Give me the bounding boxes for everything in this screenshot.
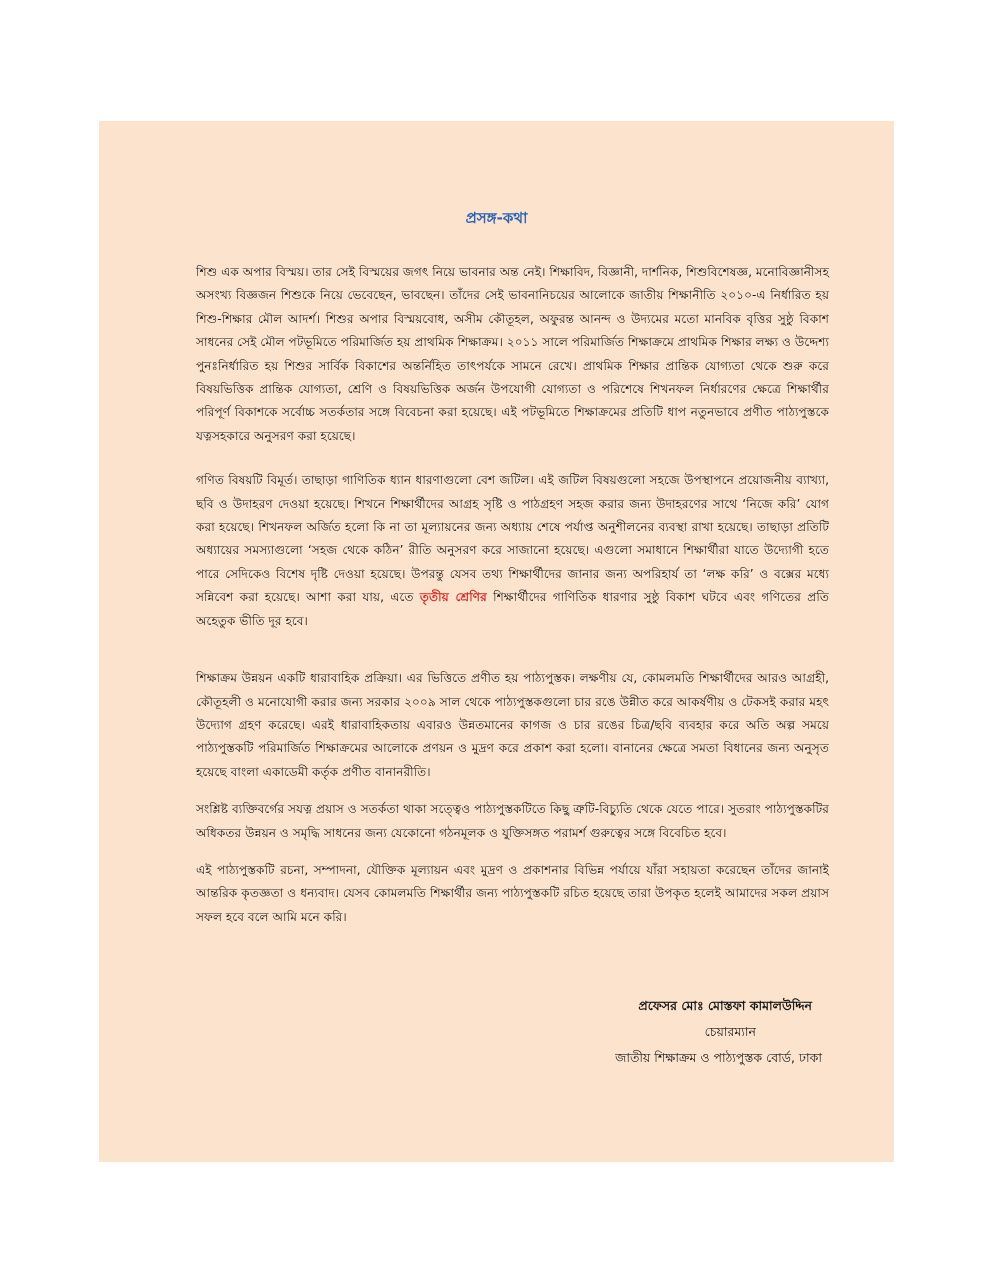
page-sheet — [99, 121, 894, 1162]
signature-block — [615, 993, 822, 1071]
paragraph-2-after: শিক্ষার্থীদের গাণিতিক ধারণার সুষ্ঠু বিকাশ ঘটবে এবং গণিতের প্রতি অহেতুক ভীতি দূর হবে। — [196, 590, 830, 628]
highlight-class-name: তৃতীয় শ্রেণির — [419, 590, 487, 605]
preface-body — [196, 261, 829, 950]
paragraph-5: এই পাঠ্যপুস্তকটি রচনা, সম্পাদনা, যৌক্তিক মূল্যায়ন এবং মুদ্রণ ও প্রকাশনার বিভিন্ন পর্যায়ে যাঁরা সহায়তা করেছেন তাঁদের জানাই আন্তরিক কৃতজ্ঞতা ও ধন্যবাদ। যেসব কোমলমতি শিক্ষার্থীর জন্য পাঠ্যপুস্তকটি রচিত হয়েছে তারা উপকৃত হলেই আমাদের সকল প্রয়াস সফল হবে বলে আমি মনে করি। — [196, 862, 829, 924]
signature-role: চেয়ারম্যান — [704, 1024, 756, 1039]
paragraph-1: শিশু এক অপার বিস্ময়। তার সেই বিস্ময়ের জগৎ নিয়ে ভাবনার অন্ত নেই। শিক্ষাবিদ, বিজ্ঞানী, দার্শনিক, শিশুবিশেষজ্ঞ, মনোবিজ্ঞানীসহ অসংখ্য বিজ্ঞজন শিশুকে নিয়ে ভেবেছেন, ভাবছেন। তাঁদের সেই ভাবনানিচয়ের আলোকে জাতীয় শিক্ষানীতি ২০১০-এ নির্ধারিত হয় শিশু-শিক্ষার মৌল আদর্শ। শিশুর অপার বিস্ময়বোধ, অসীম কৌতূহল, অফুরন্ত আনন্দ ও উদ্যমের মতো মানবিক বৃত্তির সুষ্ঠু বিকাশ সাধনের সেই মৌল পটভূমিতে পরিমার্জিত হয় প্রাথমিক শিক্ষাক্রম। ২০১১ সালে পরিমার্জিত শিক্ষাক্রমে প্রাথমিক শিক্ষার লক্ষ্য ও উদ্দেশ্য পুনঃনির্ধারিত হয় শিশুর সার্বিক বিকাশের অন্তর্নিহিত তাৎপর্যকে সামনে রেখে। প্রাথমিক শিক্ষার প্রান্তিক যোগ্যতা থেকে শুরু করে বিষয়ভিত্তিক প্রান্তিক যোগ্যতা, শ্রেণি ও বিষয়ভিত্তিক অর্জন উপযোগী যোগ্যতা ও পরিশেষে শিখনফল নির্ধারণের ক্ষেত্রে শিক্ষার্থীর পরিপূর্ণ বিকাশকে সর্বোচ্চ সতর্কতার সঙ্গে বিবেচনা করা হয়েছে। এই পটভূমিতে শিক্ষাক্রমের প্রতিটি ধাপ নতুনভাবে প্রণীত পাঠ্যপুস্তকে যত্নসহকারে অনুসরণ করা হয়েছে। — [196, 265, 830, 443]
signature-organization: জাতীয় শিক্ষাক্রম ও পাঠ্যপুস্তক বোর্ড, ঢাকা — [615, 1050, 822, 1065]
paragraph-2 — [196, 469, 829, 633]
signature-name: প্রফেসর মোঃ মোস্তফা কামালউদ্দিন — [638, 998, 812, 1013]
paragraph-2-before: গণিত বিষয়টি বিমূর্ত। তাছাড়া গাণিতিক ধ্যান ধারণাগুলো বেশ জটিল। এই জটিল বিষয়গুলো সহজে উপস্থাপনে প্রয়োজনীয় ব্যাখ্যা, ছবি ও উদাহরণ দেওয়া হয়েছে। শিখনে শিক্ষার্থীদের আগ্রহ সৃষ্টি ও পাঠগ্রহণ সহজ করার জন্য উদাহরণের সাথে ‘নিজে করি’ যোগ করা হয়েছে। শিখনফল অর্জিত হলো কি না তা মূল্যায়নের জন্য অধ্যায় শেষে পর্যাপ্ত অনুশীলনের ব্যবস্থা রাখা হয়েছে। তাছাড়া প্রতিটি অধ্যায়ের সমস্যাগুলো ‘সহজ থেকে কঠিন’ রীতি অনুসরণ করে সাজানো হয়েছে। এগুলো সমাধানে শিক্ষার্থীরা যাতে উদ্যোগী হতে পারে সেদিকেও বিশেষ দৃষ্টি দেওয়া হয়েছে। উপরন্তু যেসব তথ্য শিক্ষার্থীদের জানার জন্য অপরিহার্য তা ‘লক্ষ করি’ ও বক্সের মধ্যে সন্নিবেশ করা হয়েছে। আশা করা যায়, এতে — [196, 473, 829, 605]
page-title: প্রসঙ্গ-কথা — [465, 209, 528, 227]
paragraph-3: শিক্ষাক্রম উন্নয়ন একটি ধারাবাহিক প্রক্রিয়া। এর ভিত্তিতে প্রণীত হয় পাঠ্যপুস্তক। লক্ষণীয় যে, কোমলমতি শিক্ষার্থীদের আরও আগ্রহী, কৌতূহলী ও মনোযোগী করার জন্য সরকার ২০০৯ সাল থেকে পাঠ্যপুস্তকগুলো চার রঙে উন্নীত করে আকর্ষণীয় ও টেকসই করার মহৎ উদ্যোগ গ্রহণ করেছে। এরই ধারাবাহিকতায় এবারও উন্নতমানের কাগজ ও চার রঙের চিত্র/ছবি ব্যবহার করে অতি অল্প সময়ে পাঠ্যপুস্তকটি পরিমার্জিত শিক্ষাক্রমের আলোকে প্রণয়ন ও মুদ্রণ করে প্রকাশ করা হলো। বানানের ক্ষেত্রে সমতা বিধানের জন্য অনুসৃত হয়েছে বাংলা একাডেমী কর্তৃক প্রণীত বানানরীতি। — [196, 671, 829, 779]
paragraph-4: সংশ্লিষ্ট ব্যক্তিবর্গের সযত্ন প্রয়াস ও সতর্কতা থাকা সত্ত্বেও পাঠ্যপুস্তকটিতে কিছু ত্রুটি-বিচ্যুতি থেকে যেতে পারে। সুতরাং পাঠ্যপুস্তকটির অধিকতর উন্নয়ন ও সমৃদ্ধি সাধনের জন্য যেকোনো গঠনমূলক ও যুক্তিসঙ্গত পরামর্শ গুরুত্বের সঙ্গে বিবেচিত হবে। — [196, 802, 829, 840]
